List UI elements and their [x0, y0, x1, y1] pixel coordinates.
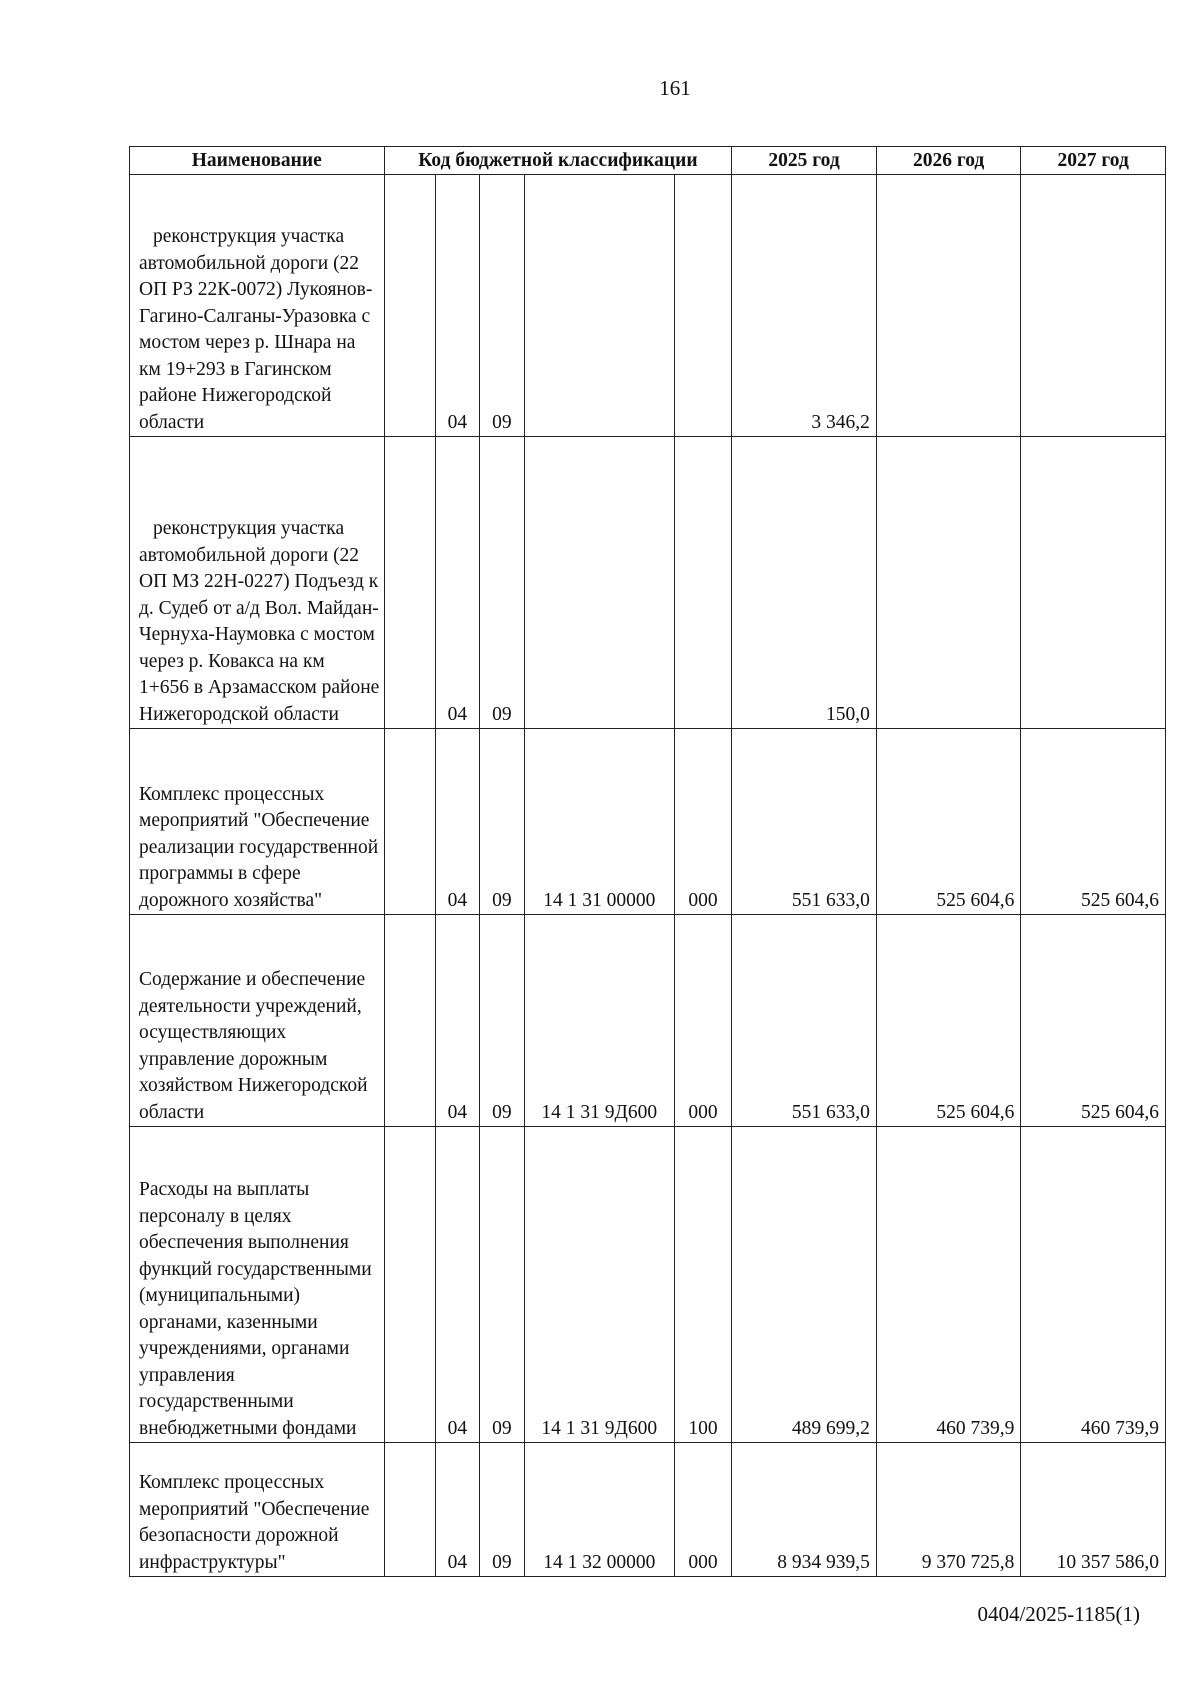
table-row [130, 1127, 1166, 1443]
row-name: реконструкция участка автомобильной дороги (22 ОП МЗ 22Н-0227) Подъезд к д. Судеб от а/д Вол. Майдан-Чернуха-Наумовка с мостом через р. Ковакса на км 1+656 в Арзамасском районе Нижегородской области [130, 437, 385, 729]
code-subsection: 09 [479, 915, 524, 1127]
value-2027: 10 357 586,0 [1021, 1443, 1166, 1577]
header-code: Код бюджетной классификации [384, 147, 732, 175]
code-target-article: 14 1 31 00000 [524, 729, 674, 915]
code-target-article: 14 1 32 00000 [524, 1443, 674, 1577]
row-name: Комплекс процессных мероприятий "Обеспечение безопасности дорожной инфраструктуры" [130, 1443, 385, 1577]
code-subsection: 09 [479, 437, 524, 729]
code-c1 [384, 1127, 435, 1443]
code-subsection: 09 [479, 1127, 524, 1443]
document-code: 0404/2025-1185(1) [977, 1602, 1140, 1626]
code-subsection: 09 [479, 1443, 524, 1577]
code-expense-type [674, 437, 732, 729]
code-section: 04 [435, 1443, 479, 1577]
value-2025: 489 699,2 [732, 1127, 877, 1443]
header-2026: 2026 год [876, 147, 1021, 175]
value-2025: 8 934 939,5 [732, 1443, 877, 1577]
code-section: 04 [435, 1127, 479, 1443]
budget-table [129, 146, 1166, 1577]
code-section: 04 [435, 729, 479, 915]
value-2027: 525 604,6 [1021, 729, 1166, 915]
value-2026: 460 739,9 [876, 1127, 1021, 1443]
value-2027: 460 739,9 [1021, 1127, 1166, 1443]
table-row [130, 729, 1166, 915]
header-2025: 2025 год [732, 147, 877, 175]
table-row [130, 437, 1166, 729]
code-section: 04 [435, 175, 479, 437]
code-c1 [384, 175, 435, 437]
value-2026: 525 604,6 [876, 729, 1021, 915]
row-name: реконструкция участка автомобильной дороги (22 ОП РЗ 22К-0072) Лукоянов-Гагино-Салганы-Уразовка с мостом через р. Шнара на км 19+293 в Гагинском районе Нижегородской области [130, 175, 385, 437]
code-target-article [524, 437, 674, 729]
value-2025: 3 346,2 [732, 175, 877, 437]
value-2025: 551 633,0 [732, 729, 877, 915]
value-2026: 525 604,6 [876, 915, 1021, 1127]
code-section: 04 [435, 437, 479, 729]
code-c1 [384, 437, 435, 729]
code-target-article: 14 1 31 9Д600 [524, 915, 674, 1127]
value-2027: 525 604,6 [1021, 915, 1166, 1127]
value-2026 [876, 175, 1021, 437]
code-subsection: 09 [479, 729, 524, 915]
value-2027 [1021, 437, 1166, 729]
value-2026 [876, 437, 1021, 729]
value-2025: 150,0 [732, 437, 877, 729]
row-name: Комплекс процессных мероприятий "Обеспечение реализации государственной программы в сфере дорожного хозяйства" [130, 729, 385, 915]
header-2027: 2027 год [1021, 147, 1166, 175]
header-name: Наименование [130, 147, 385, 175]
table-row [130, 175, 1166, 437]
table-row [130, 915, 1166, 1127]
code-expense-type: 100 [674, 1127, 732, 1443]
row-name: Расходы на выплаты персоналу в целях обеспечения выполнения функций государственными (муниципальными) органами, казенными учреждениями, органами управления государственными внебюджетными фондами [130, 1127, 385, 1443]
code-expense-type [674, 175, 732, 437]
code-c1 [384, 1443, 435, 1577]
code-expense-type: 000 [674, 915, 732, 1127]
value-2026: 9 370 725,8 [876, 1443, 1021, 1577]
code-target-article [524, 175, 674, 437]
code-expense-type: 000 [674, 729, 732, 915]
row-name: Содержание и обеспечение деятельности учреждений, осуществляющих управление дорожным хозяйством Нижегородской области [130, 915, 385, 1127]
value-2025: 551 633,0 [732, 915, 877, 1127]
table-row [130, 1443, 1166, 1577]
code-target-article: 14 1 31 9Д600 [524, 1127, 674, 1443]
table-header-row [130, 147, 1166, 175]
code-expense-type: 000 [674, 1443, 732, 1577]
code-subsection: 09 [479, 175, 524, 437]
code-c1 [384, 729, 435, 915]
value-2027 [1021, 175, 1166, 437]
page-number: 161 [659, 76, 691, 100]
code-c1 [384, 915, 435, 1127]
code-section: 04 [435, 915, 479, 1127]
